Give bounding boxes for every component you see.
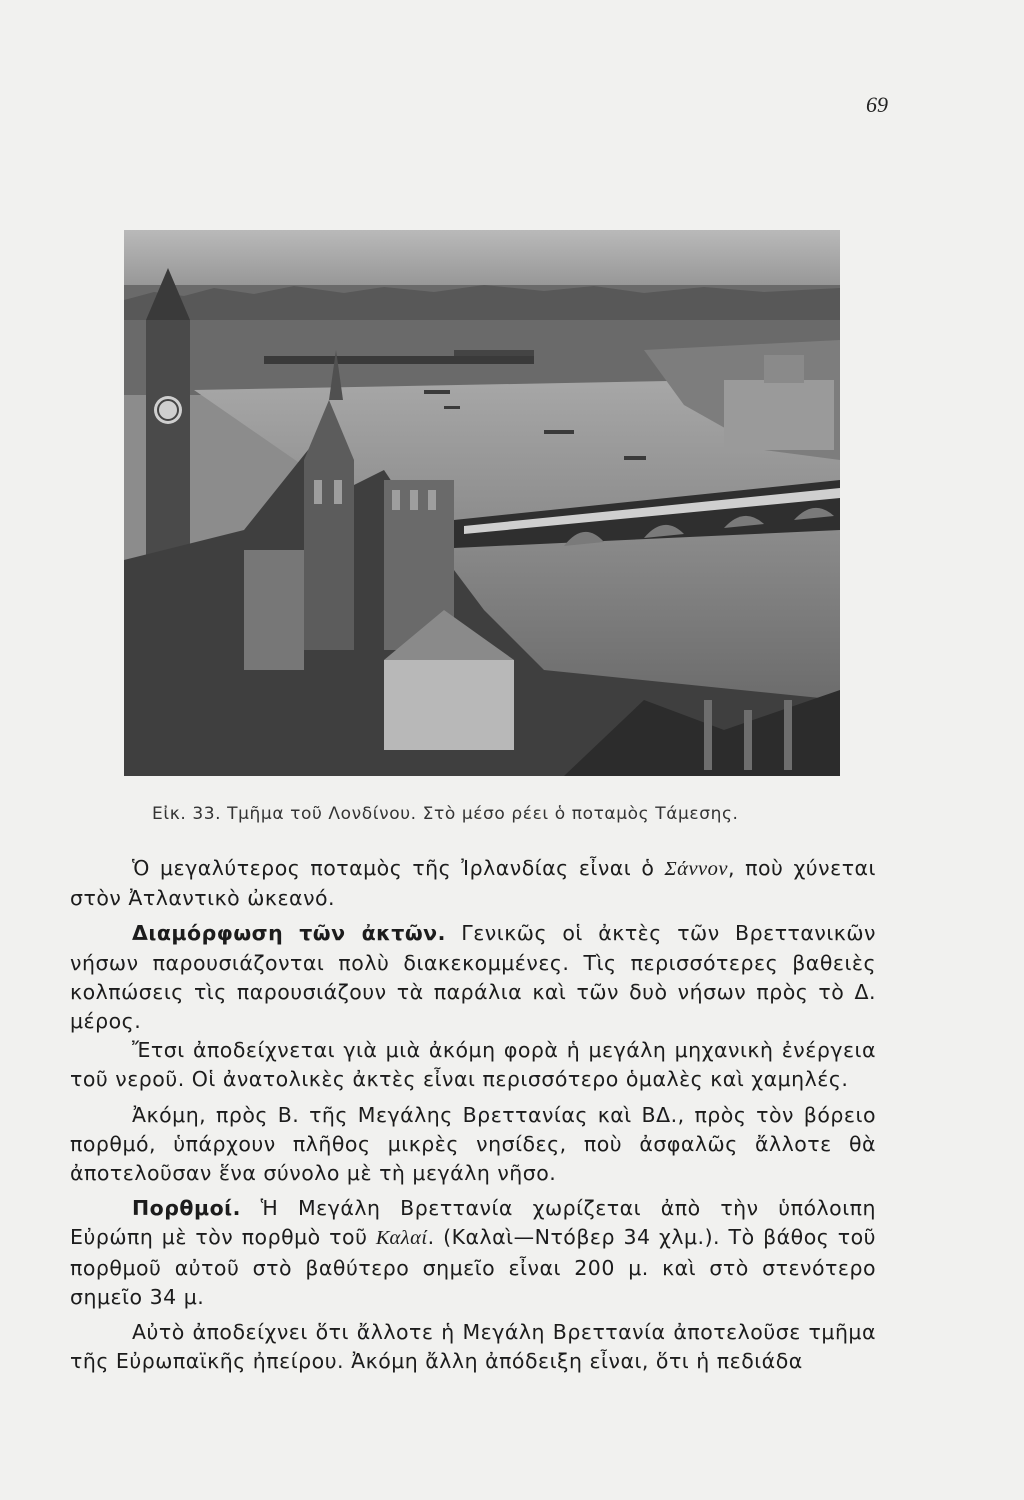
heading-coastline: Διαμόρφωση τῶν ἀκτῶν. [132,921,446,946]
paragraph-water-energy: Ἔτσι ἀποδείχνεται γιὰ μιὰ ἀκόμη φορὰ ἡ μεγάλη μηχανικὴ ἐνέργεια τοῦ νεροῦ. Οἱ ἀνατολικὲς ἀκτὲς εἶναι περισσότερο ὁμαλὲς καὶ χαμηλές. [70,1038,876,1092]
london-photo-illustration [124,230,840,776]
paragraph-shannon-river [70,854,876,913]
p2-text: Γενικῶς οἱ ἀκτὲς τῶν Βρεττανικῶν νήσων παρουσιάζονται πολὺ διακεκομμένες. Τὶς περισσότερες βαθειὲς κολπώσεις τὶς παρουσιάζουν τὰ παράλια καὶ τῶν δυὸ νήσων πρὸς τὸ Δ. μέρος. [70,921,876,1034]
heading-straits: Πορθμοί. [132,1196,241,1221]
body-text [70,854,876,1376]
p1-text-end: , ποὺ χύνεται στὸν Ἀτλαντικὸ ὠκεανό. [70,856,876,911]
p5-text-end: . (Καλαὶ—Ντόβερ 34 χλμ.). Τὸ βάθος τοῦ πορθμοῦ αὐτοῦ στὸ βαθύτερο σημεῖο εἶναι 200 μ. καὶ στὸ στενότερο σημεῖο 34 μ. [70,1225,877,1309]
p1-text-start: Ὁ μεγαλύτερος ποταμὸς τῆς Ἰρλανδίας εἶναι ὁ [132,856,665,880]
paragraph-straits [70,1194,876,1312]
figure-caption: Εἰκ. 33. Τμῆμα τοῦ Λονδίνου. Στὸ μέσο ρέει ὁ ποταμὸς Τάμεσης. [152,804,739,824]
p1-italic-shannon: Σάννον [664,858,728,880]
paragraph-european-continent: Αὐτὸ ἀποδείχνει ὅτι ἄλλοτε ἡ Μεγάλη Βρεττανία ἀποτελοῦσε τμῆμα τῆς Εὐρωπαϊκῆς ἠπείρου. Ἀκόμη ἄλλη ἀπόδειξη εἶναι, ὅτι ἡ πεδιάδα [70,1320,876,1374]
figure-photo-london-thames [124,230,840,776]
paragraph-islets: Ἀκόμη, πρὸς Β. τῆς Μεγάλης Βρεττανίας καὶ ΒΔ., πρὸς τὸν βόρειο πορθμό, ὑπάρχουν πλῆθος μικρὲς νησίδες, ποὺ ἀσφαλῶς ἄλλοτε θὰ ἀποτελοῦσαν ἕνα σύνολο μὲ τὴ μεγάλη νῆσο. [70,1102,876,1186]
p5-italic-calais: Καλαί [375,1227,428,1250]
page-number: 69 [866,92,888,117]
paragraph-coastline [70,919,876,1036]
p5-text-start: Ἡ Μεγάλη Βρεττανία χωρίζεται ἀπὸ τὴν ὑπόλοιπη Εὐρώπη μὲ τὸν πορθμὸ τοῦ [70,1196,876,1250]
